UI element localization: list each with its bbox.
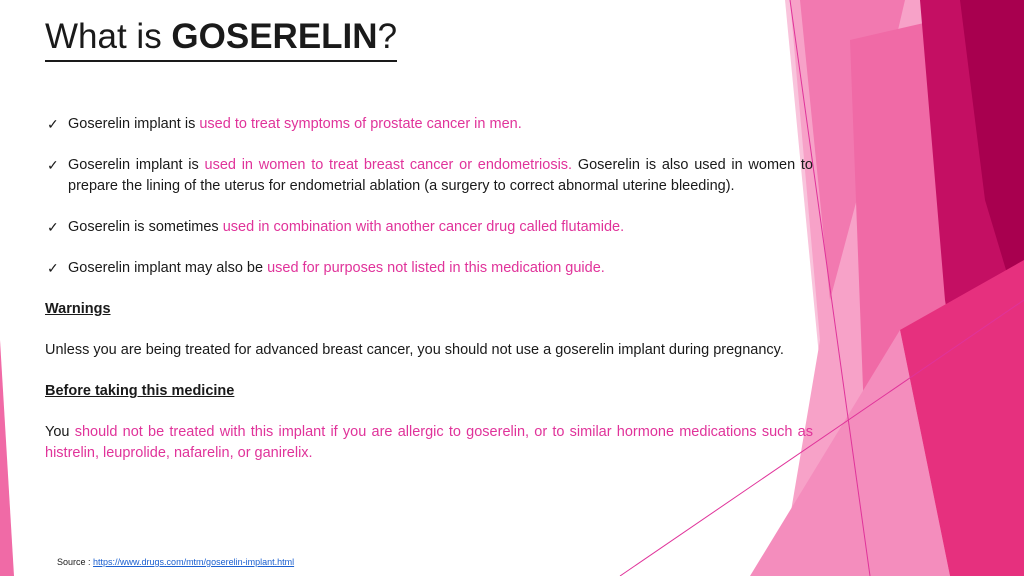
check-icon: ✓ [47, 219, 59, 235]
before-taking-heading: Before taking this medicine [45, 383, 235, 399]
left-edge-wedge [0, 340, 14, 576]
check-icon: ✓ [47, 116, 59, 132]
source-label: Source : [57, 557, 94, 567]
source-citation [57, 557, 294, 567]
page-title: What is GOSERELIN? [45, 14, 397, 62]
warnings-text: Unless you are being treated for advanced breast cancer, you should not use a goserelin implant during pregnancy. [45, 342, 784, 358]
bullet-item: ✓ Goserelin implant is used in women to treat breast cancer or endometriosis. Goserelin is also used in women to prepare the lining of the uterus for endometrial ablation (a surgery to correct abnormal uterine bleeding). [47, 157, 813, 194]
bullet-item: ✓ Goserelin implant may also be used for purposes not listed in this medication guide. [45, 258, 813, 279]
content-body [45, 114, 813, 484]
check-icon: ✓ [47, 157, 59, 173]
before-taking-text: You should not be treated with this implant if you are allergic to goserelin, or to similar hormone medications such as histrelin, leuprolide, nafarelin, or ganirelix. [45, 424, 813, 461]
warnings-heading: Warnings [45, 301, 111, 317]
check-icon: ✓ [47, 260, 59, 276]
source-link[interactable]: https://www.drugs.com/mtm/goserelin-implant.html [93, 557, 295, 567]
bullet-item: ✓ Goserelin is sometimes used in combination with another cancer drug called flutamide. [45, 217, 813, 238]
bullet-item: ✓ Goserelin implant is used to treat symptoms of prostate cancer in men. [45, 114, 813, 135]
